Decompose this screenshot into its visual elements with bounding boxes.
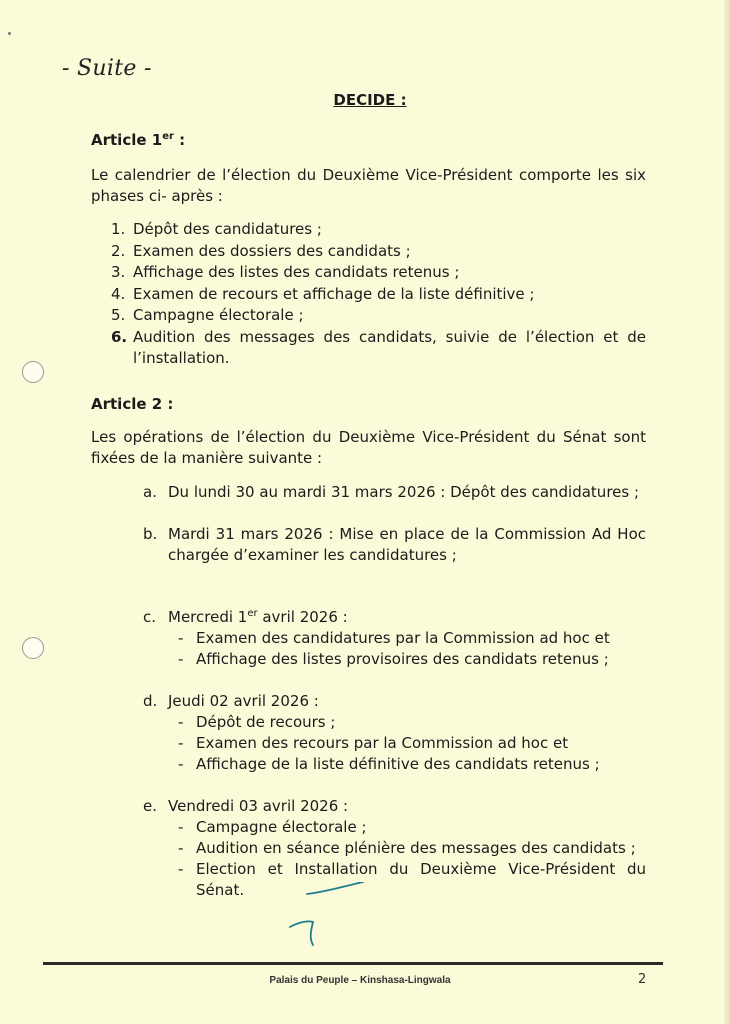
- article-1-title: Article 1er :: [91, 131, 186, 149]
- list-item: - Affichage des listes provisoires des candidats retenus ;: [178, 650, 609, 668]
- schedule-item-d: d. Jeudi 02 avril 2026 : - Dépôt de recours ; - Examen des recours par la Commission ad hoc et - Affichage de la liste définitive des candidats retenus ;: [143, 691, 646, 775]
- list-item: 4. Examen de recours et affichage de la liste définitive ;: [111, 284, 535, 303]
- list-item: 5. Campagne électorale ;: [111, 306, 304, 324]
- list-item: - Affichage de la liste définitive des candidats retenus ;: [178, 755, 600, 773]
- list-item: 6. Audition des messages des candidats, suivie de l’élection et de l’installation.: [111, 327, 646, 367]
- footer-divider: [43, 962, 663, 965]
- list-item: 3. Affichage des listes des candidats retenus ;: [111, 263, 460, 281]
- decide-heading: DECIDE :: [333, 91, 407, 109]
- list-item: - Dépôt de recours ;: [178, 713, 336, 731]
- article-2-title: Article 2 :: [91, 395, 174, 413]
- list-item: - Election et Installation du Deuxième Vice-Président du Sénat.: [178, 860, 646, 899]
- list-item: - Examen des recours par la Commission ad hoc et: [178, 734, 569, 752]
- continuation-heading: - Suite -: [62, 56, 152, 81]
- footer-address: Palais du Peuple – Kinshasa-Lingwala: [269, 975, 451, 986]
- signature-mark: [285, 882, 375, 952]
- phases-list: [91, 219, 646, 370]
- schedule-item-b: b. Mardi 31 mars 2026 : Mise en place de la Commission Ad Hoc chargée d’examiner les candidatures ;: [143, 525, 646, 564]
- punch-hole-top: [22, 361, 44, 383]
- article-2-intro: Les opérations de l’élection du Deuxième Vice-Président du Sénat sont fixées de la manière suivante :: [91, 428, 646, 467]
- schedule-item-a: a. Du lundi 30 au mardi 31 mars 2026 : Dépôt des candidatures ;: [143, 483, 640, 501]
- list-item: - Campagne électorale ;: [178, 818, 367, 836]
- sub-list: [178, 628, 646, 670]
- list-item: 1. Dépôt des candidatures ;: [111, 220, 322, 238]
- punch-hole-bottom: [22, 637, 44, 659]
- list-item: - Examen des candidatures par la Commission ad hoc et: [178, 629, 610, 647]
- sub-list: [178, 817, 646, 901]
- scan-speck: [8, 32, 11, 35]
- list-item: - Audition en séance plénière des messages des candidats ;: [178, 839, 636, 857]
- list-item: 2. Examen des dossiers des candidats ;: [111, 241, 411, 260]
- article-1-intro: Le calendrier de l’élection du Deuxième Vice-Président comporte les six phases ci- après :: [91, 166, 646, 205]
- schedule-item-e: e. Vendredi 03 avril 2026 : - Campagne électorale ; - Audition en séance plénière des messages des candidats ; - Election et Installation du Deuxième Vice-Président du Sénat.: [143, 797, 646, 899]
- sub-list: [178, 712, 646, 775]
- page-edge: [724, 0, 730, 1024]
- schedule-item-c: c. Mercredi 1er avril 2026 : - Examen des candidatures par la Commission ad hoc et - Affichage des listes provisoires des candidats retenus ;: [143, 607, 646, 670]
- page-number: 2: [638, 972, 647, 987]
